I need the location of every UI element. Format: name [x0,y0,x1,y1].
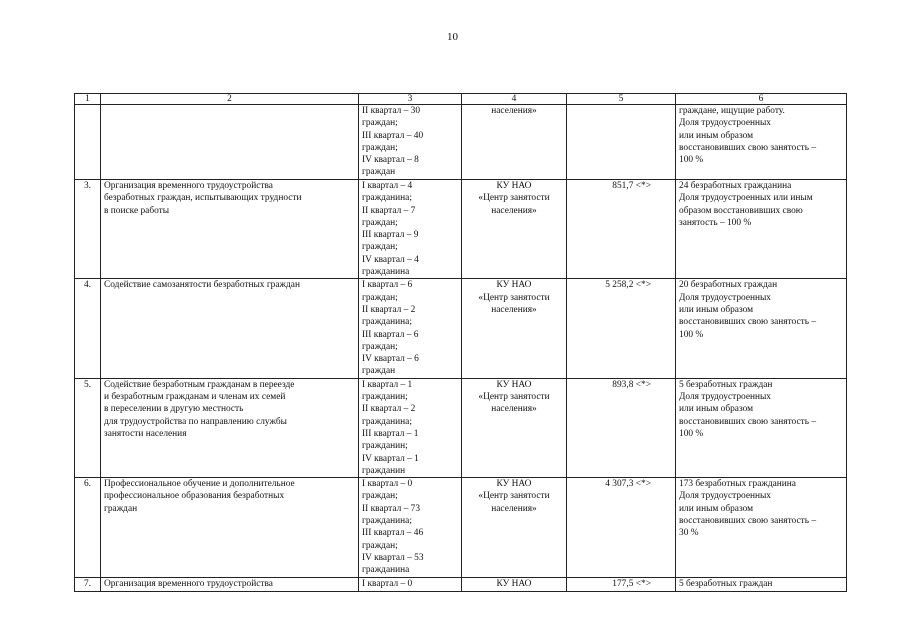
column-header: 3 [359,94,462,105]
schedule-cell: I квартал – 0 [359,577,462,591]
measure-cell: Организация временного трудоустройства [101,577,359,591]
schedule-cell: I квартал – 6 граждан; II квартал – 2 гражданина; III квартал – 6 граждан; IV квартал – 6 граждан [359,279,462,378]
result-cell: 173 безработных гражданина Доля трудоустроенных или иным образом восстановивших свою занятость – 30 % [676,478,847,577]
row-number: 6. [75,478,101,577]
table-row [75,577,847,591]
table-row [75,478,847,577]
executor-cell: КУ НАО «Центр занятости населения» [462,478,567,577]
table-row [75,279,847,378]
amount-cell: 893,8 <*> [567,378,676,477]
table-row [75,105,847,180]
amount-cell: 177,5 <*> [567,577,676,591]
header-row [75,94,847,105]
measure-cell: Профессиональное обучение и дополнительное профессиональное образования безработных граждан [101,478,359,577]
column-header: 2 [101,94,359,105]
executor-cell: КУ НАО «Центр занятости населения» [462,180,567,279]
column-header: 5 [567,94,676,105]
measure-cell: Организация временного трудоустройства безработных граждан, испытывающих трудности в поиске работы [101,180,359,279]
result-cell: граждане, ищущие работу. Доля трудоустроенных или иным образом восстановивших свою занятость – 100 % [676,105,847,180]
schedule-cell: I квартал – 4 гражданина; II квартал – 7 граждан; III квартал – 9 граждан; IV квартал – 4 гражданина [359,180,462,279]
amount-cell [567,105,676,180]
measure-cell [101,105,359,180]
result-cell: 20 безработных граждан Доля трудоустроенных или иным образом восстановивших свою занятость – 100 % [676,279,847,378]
amount-cell: 851,7 <*> [567,180,676,279]
row-number: 3. [75,180,101,279]
row-number [75,105,101,180]
result-cell: 24 безработных гражданина Доля трудоустроенных или иным образом восстановивших свою занятость – 100 % [676,180,847,279]
measure-cell: Содействие самозанятости безработных граждан [101,279,359,378]
amount-cell: 5 258,2 <*> [567,279,676,378]
row-number: 7. [75,577,101,591]
executor-cell: населения» [462,105,567,180]
result-cell: 5 безработных граждан Доля трудоустроенных или иным образом восстановивших свою занятость – 100 % [676,378,847,477]
schedule-cell: II квартал – 30 граждан; III квартал – 40 граждан; IV квартал – 8 граждан [359,105,462,180]
table-row [75,378,847,477]
table-row [75,180,847,279]
executor-cell: КУ НАО «Центр занятости населения» [462,378,567,477]
row-number: 4. [75,279,101,378]
column-header: 4 [462,94,567,105]
executor-cell: КУ НАО «Центр занятости населения» [462,279,567,378]
measure-cell: Содействие безработным гражданам в переезде и безработным гражданам и членам их семей в переселении в другую местность для трудоустройства по направлению службы занятости населения [101,378,359,477]
executor-cell: КУ НАО [462,577,567,591]
page-number: 10 [447,31,458,43]
amount-cell: 4 307,3 <*> [567,478,676,577]
row-number: 5. [75,378,101,477]
column-header: 6 [676,94,847,105]
measures-table [74,93,847,592]
column-header: 1 [75,94,101,105]
schedule-cell: I квартал – 0 граждан; II квартал – 73 гражданина; III квартал – 46 граждан; IV квартал – 53 гражданина [359,478,462,577]
result-cell: 5 безработных граждан [676,577,847,591]
schedule-cell: I квартал – 1 гражданин; II квартал – 2 гражданина; III квартал – 1 гражданин; IV квартал – 1 гражданин [359,378,462,477]
